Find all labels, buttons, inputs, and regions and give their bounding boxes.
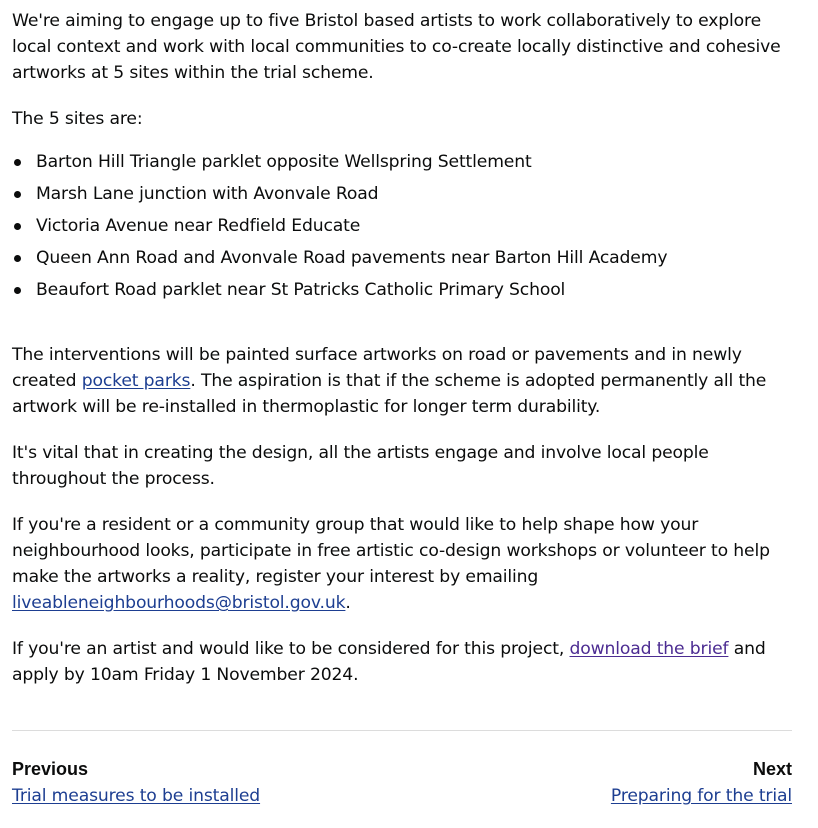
- resident-text-end: .: [345, 593, 351, 613]
- site-label: Barton Hill Triangle parklet opposite Wellspring Settlement: [36, 152, 532, 172]
- intro-paragraph: We're aiming to engage up to five Bristol based artists to work collaboratively to explore local context and work with local communities to co-create locally distinctive and cohesive artworks at 5 sites within the trial scheme.: [12, 11, 781, 83]
- sites-label: The 5 sites are:: [12, 109, 143, 129]
- article-body: [12, 8, 802, 688]
- pagination-divider: [12, 730, 792, 731]
- next-heading: Next: [752, 759, 792, 779]
- email-link[interactable]: liveableneighbourhoods@bristol.gov.uk: [12, 593, 346, 613]
- bullet-icon: [14, 191, 21, 198]
- sites-list: [12, 146, 802, 306]
- download-brief-link[interactable]: download the brief: [569, 639, 729, 659]
- site-label: Queen Ann Road and Avonvale Road pavements near Barton Hill Academy: [36, 248, 668, 268]
- resident-paragraph: [12, 512, 802, 616]
- bullet-icon: [14, 159, 21, 166]
- artist-text-end: and apply by 10am Friday 1 November 2024.: [12, 639, 766, 685]
- previous-heading: Previous: [12, 759, 89, 779]
- list-item: [12, 242, 802, 274]
- pocket-parks-link[interactable]: pocket parks: [81, 371, 191, 391]
- list-item: [12, 210, 802, 242]
- resident-text-start: If you're a resident or a community group that would like to help shape how your neighbourhood looks, participate in free artistic co-design workshops or volunteer to help make the artworks a reality, register your interest by emailing: [12, 515, 770, 587]
- artist-paragraph: [12, 636, 802, 688]
- artist-text-start: If you're an artist and would like to be considered for this project,: [12, 639, 570, 659]
- previous-page: [12, 757, 260, 809]
- next-page-link[interactable]: Preparing for the trial: [610, 786, 792, 806]
- list-item: [12, 146, 802, 178]
- site-label: Beaufort Road parklet near St Patricks Catholic Primary School: [36, 280, 566, 300]
- list-item: [12, 274, 802, 306]
- next-page: [611, 757, 792, 809]
- bullet-icon: [14, 287, 21, 294]
- site-label: Marsh Lane junction with Avonvale Road: [36, 184, 379, 204]
- bullet-icon: [14, 223, 21, 230]
- vital-paragraph: It's vital that in creating the design, all the artists engage and involve local people throughout the process.: [12, 443, 709, 489]
- interventions-text-end: . The aspiration is that if the scheme is adopted permanently all the artwork will be re-installed in thermoplastic for longer term durability.: [12, 371, 767, 417]
- site-label: Victoria Avenue near Redfield Educate: [36, 216, 361, 236]
- interventions-paragraph: [12, 342, 802, 420]
- interventions-text-start: The interventions will be painted surface artworks on road or pavements and in newly created: [12, 345, 742, 391]
- list-item: [12, 178, 802, 210]
- bullet-icon: [14, 255, 21, 262]
- previous-page-link[interactable]: Trial measures to be installed: [12, 786, 261, 806]
